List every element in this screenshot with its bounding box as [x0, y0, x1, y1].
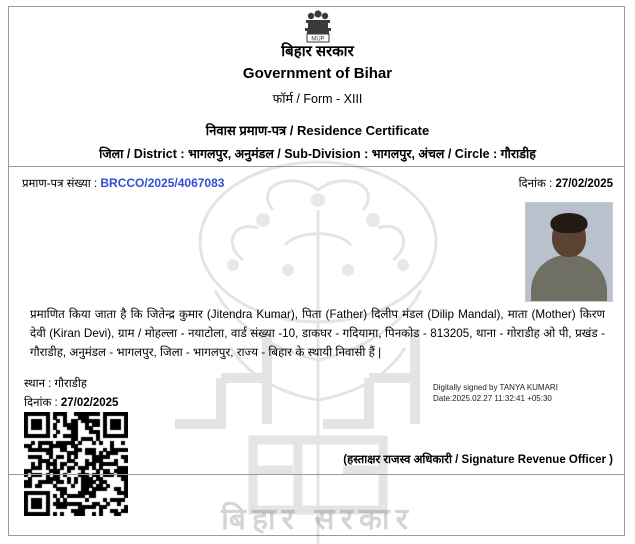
- qr-canvas: [24, 412, 128, 516]
- place-value: गौराडीह: [54, 378, 87, 390]
- digital-signature-block: [433, 382, 613, 404]
- place-line: [24, 375, 87, 394]
- issue-date-label: दिनांक :: [518, 178, 553, 190]
- issue-date-value: 27/02/2025: [555, 178, 613, 190]
- svg-text:MUP: MUP: [310, 36, 325, 43]
- verification-qr-code: [24, 412, 128, 516]
- divider-top: [8, 166, 625, 167]
- footer-date-label: दिनांक :: [24, 397, 58, 409]
- divider-bottom: [8, 474, 625, 475]
- english-title: Government of Bihar: [242, 65, 393, 82]
- certificate-number-value: BRCCO/2025/4067083: [100, 176, 225, 190]
- certificate-number-label: प्रमाण-पत्र संख्या :: [22, 178, 98, 190]
- digital-signature-line-2: Date:2025.02.27 11:32:41 +05:30: [433, 394, 552, 403]
- certificate-type-line: निवास प्रमाण-पत्र / Residence Certificate: [205, 123, 430, 138]
- watermark-text: बिहार सरकार: [221, 503, 414, 536]
- footer-date-value: 27/02/2025: [60, 397, 119, 409]
- form-number-line: फॉर्म / Form - XIII: [272, 92, 363, 106]
- place-label: स्थान :: [24, 378, 52, 390]
- hindi-title: बिहार सरकार: [281, 43, 354, 60]
- issue-date-group: [519, 176, 613, 191]
- applicant-photo: [525, 202, 613, 302]
- photo-body-shape: [531, 255, 607, 301]
- national-emblem-icon: [295, 10, 341, 44]
- certificate-number-group: [22, 176, 224, 191]
- footer-date-line: [24, 394, 118, 413]
- document-header: [0, 42, 635, 164]
- photo-hair-shape: [551, 213, 588, 233]
- signature-caption: (हस्ताक्षर राजस्व अधिकारी / Signature Revenue Officer ): [343, 454, 613, 466]
- digital-signature-line-1: Digitally signed by TANYA KUMARI: [433, 383, 558, 392]
- district-subdivision-line: जिला / District : भागलपुर, अनुमंडल / Sub-Division : भागलपुर, अंचल / Circle : गौराडीह: [99, 147, 536, 161]
- certificate-body-text: प्रमाणित किया जाता है कि जितेन्द्र कुमार (Jitendra Kumar), पिता (Father) दिलीप मंडल (Dilip Mandal), माता (Mother) किरण देवी (Kiran Devi), ग्राम / मोहल्ला - नयाटोला, वार्ड संख्या -10, डाकघर - गदियामा, पिनकोड - 813205, थाना - गोराडीह ओ पी, प्रखंड - गौराडीह, अनुमंडल - भागलपुर, जिला - भागलपुर, राज्य - बिहार के स्थायी निवासी हैं |: [30, 308, 605, 359]
